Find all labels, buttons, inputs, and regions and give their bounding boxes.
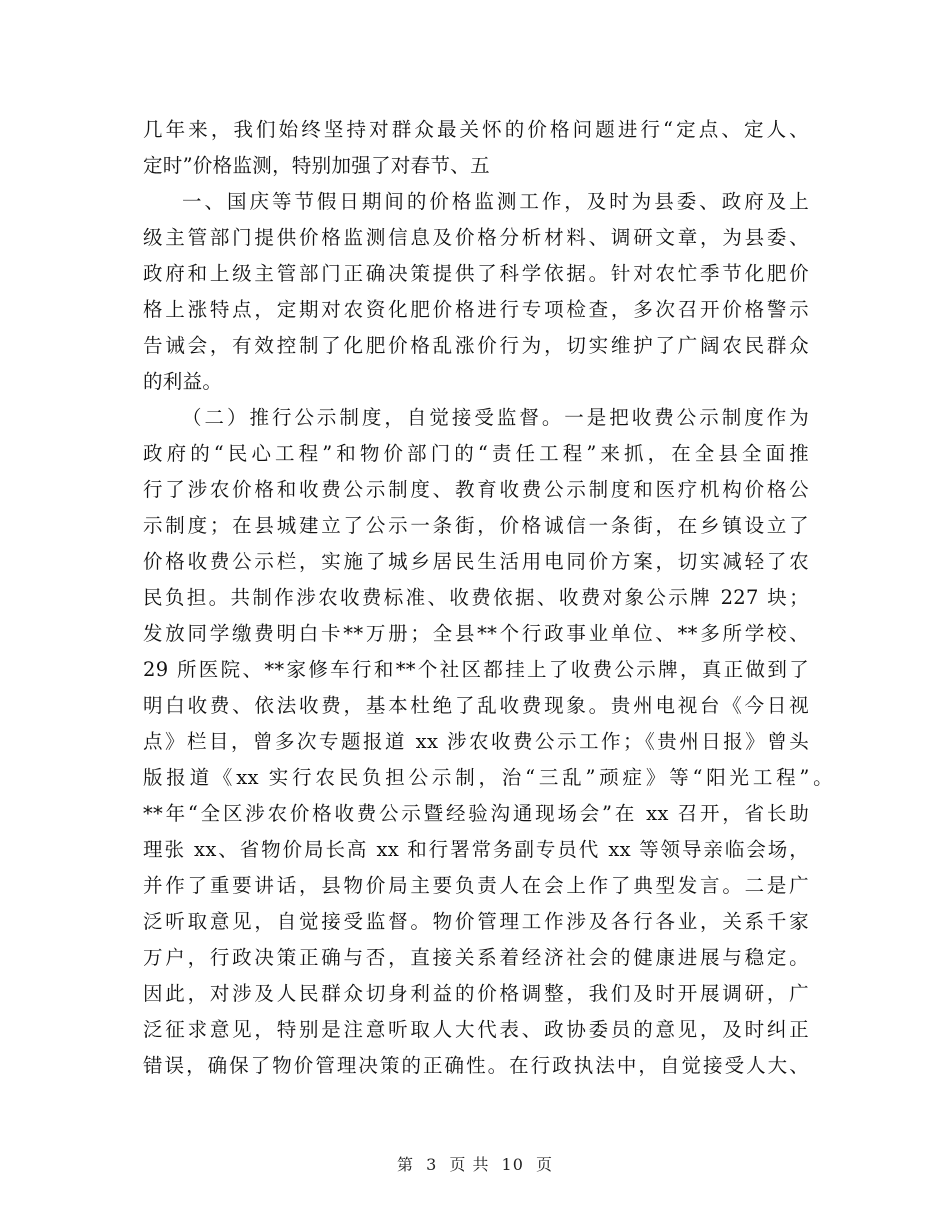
body-text bbox=[143, 112, 833, 1084]
footer-page-current: 3 bbox=[426, 1155, 438, 1174]
text-line: 级主管部门提供价格监测信息及价格分析材料、调研文章，为县委、 bbox=[143, 226, 809, 249]
text-line: 发放同学缴费明白卡**万册；全县**个行政事业单位、**多所学校、 bbox=[143, 622, 809, 645]
text-line: 万户，行政决策正确与否，直接关系着经济社会的健康进展与稳定。 bbox=[143, 946, 809, 969]
footer-page-total: 10 bbox=[501, 1155, 524, 1174]
text-line: 告诫会，有效控制了化肥价格乱涨价行为，切实维护了广阔农民群众 bbox=[143, 334, 809, 357]
text-line: 格上涨特点，定期对农资化肥价格进行专项检查，多次召开价格警示 bbox=[143, 298, 809, 321]
text-line: 政府的“民心工程”和物价部门的“责任工程”来抓，在全县全面推 bbox=[143, 442, 809, 465]
text-line: 泛征求意见，特别是注意听取人大代表、政协委员的意见，及时纠正 bbox=[143, 1018, 809, 1041]
text-line: 价格收费公示栏，实施了城乡居民生活用电同价方案，切实减轻了农 bbox=[143, 550, 809, 573]
text-line: 政府和上级主管部门正确决策提供了科学依据。针对农忙季节化肥价 bbox=[143, 262, 809, 285]
text-line: 29 所医院、**家修车行和**个社区都挂上了收费公示牌，真正做到了 bbox=[143, 658, 809, 681]
paragraph-first-line: （二）推行公示制度，自觉接受监督。一是把收费公示制度作为 bbox=[182, 406, 809, 429]
page-footer bbox=[0, 1153, 950, 1177]
text-line: 泛听取意见，自觉接受监督。物价管理工作涉及各行各业，关系千家 bbox=[143, 910, 809, 933]
text-line: 示制度；在县城建立了公示一条街，价格诚信一条街，在乡镇设立了 bbox=[143, 514, 809, 537]
text-line: 定时”价格监测，特别加强了对春节、五 bbox=[143, 154, 490, 177]
text-line: 错误，确保了物价管理决策的正确性。在行政执法中，自觉接受人大、 bbox=[143, 1054, 809, 1077]
text-line: 几年来，我们始终坚持对群众最关怀的价格问题进行“定点、定人、 bbox=[143, 118, 809, 141]
text-line: 行了涉农价格和收费公示制度、教育收费公示制度和医疗机构价格公 bbox=[143, 478, 809, 501]
footer-label-suffix: 页 bbox=[536, 1155, 554, 1174]
text-line: 民负担。共制作涉农收费标准、收费依据、收费对象公示牌 227 块； bbox=[143, 586, 809, 609]
text-line: 并作了重要讲话，县物价局主要负责人在会上作了典型发言。二是广 bbox=[143, 874, 809, 897]
text-line: 版报道《xx 实行农民负担公示制，治“三乱”顽症》等“阳光工程”。 bbox=[143, 766, 833, 789]
footer-label-prefix: 第 bbox=[396, 1155, 414, 1174]
text-line: 点》栏目，曾多次专题报道 xx 涉农收费公示工作；《贵州日报》曾头 bbox=[143, 730, 809, 753]
text-line: 明白收费、依法收费，基本杜绝了乱收费现象。贵州电视台《今日视 bbox=[143, 694, 809, 717]
footer-label-mid: 页 共 bbox=[449, 1155, 490, 1174]
text-line: 理张 xx、省物价局长高 xx 和行署常务副专员代 xx 等领导亲临会场， bbox=[143, 838, 809, 861]
text-line: 因此，对涉及人民群众切身利益的价格调整，我们及时开展调研，广 bbox=[143, 982, 809, 1005]
text-line: **年“全区涉农价格收费公示暨经验沟通现场会”在 xx 召开，省长助 bbox=[143, 802, 809, 825]
paragraph-first-line: 一、国庆等节假日期间的价格监测工作，及时为县委、政府及上 bbox=[182, 190, 809, 213]
text-line: 的利益。 bbox=[143, 370, 223, 393]
